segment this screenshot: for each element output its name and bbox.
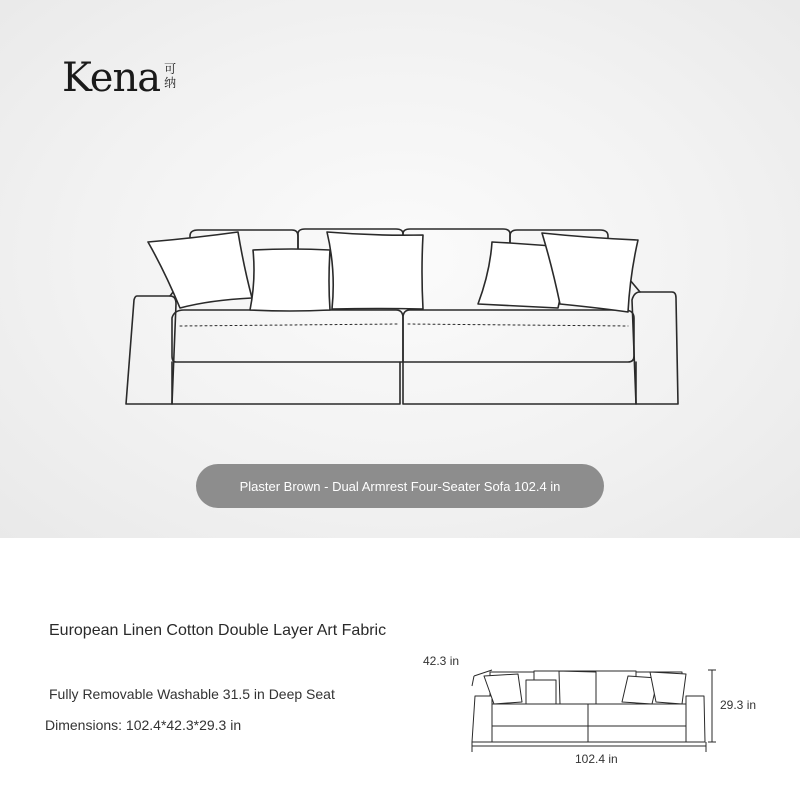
feature-fabric: European Linen Cotton Double Layer Art Fabric: [49, 622, 387, 639]
brand-chinese-name: 可纳: [164, 62, 177, 90]
brand-wordmark: Kena: [62, 55, 161, 101]
product-caption-pill: [196, 464, 604, 508]
brand-logo: [62, 56, 178, 100]
sofa-line-drawing: [120, 220, 680, 410]
feature-dimensions: Dimensions: 102.4*42.3*29.3 in: [45, 717, 242, 733]
product-caption-text: Plaster Brown - Dual Armrest Four-Seater Sofa 102.4 in: [239, 478, 561, 494]
feature-washable: Fully Removable Washable 31.5 in Deep Seat: [49, 686, 335, 702]
width-dimension-label: 102.4 in: [575, 752, 618, 766]
sofa-dimension-diagram: [466, 664, 720, 764]
height-dimension-label: 29.3 in: [720, 698, 757, 712]
depth-dimension-label: 42.3 in: [423, 654, 460, 668]
